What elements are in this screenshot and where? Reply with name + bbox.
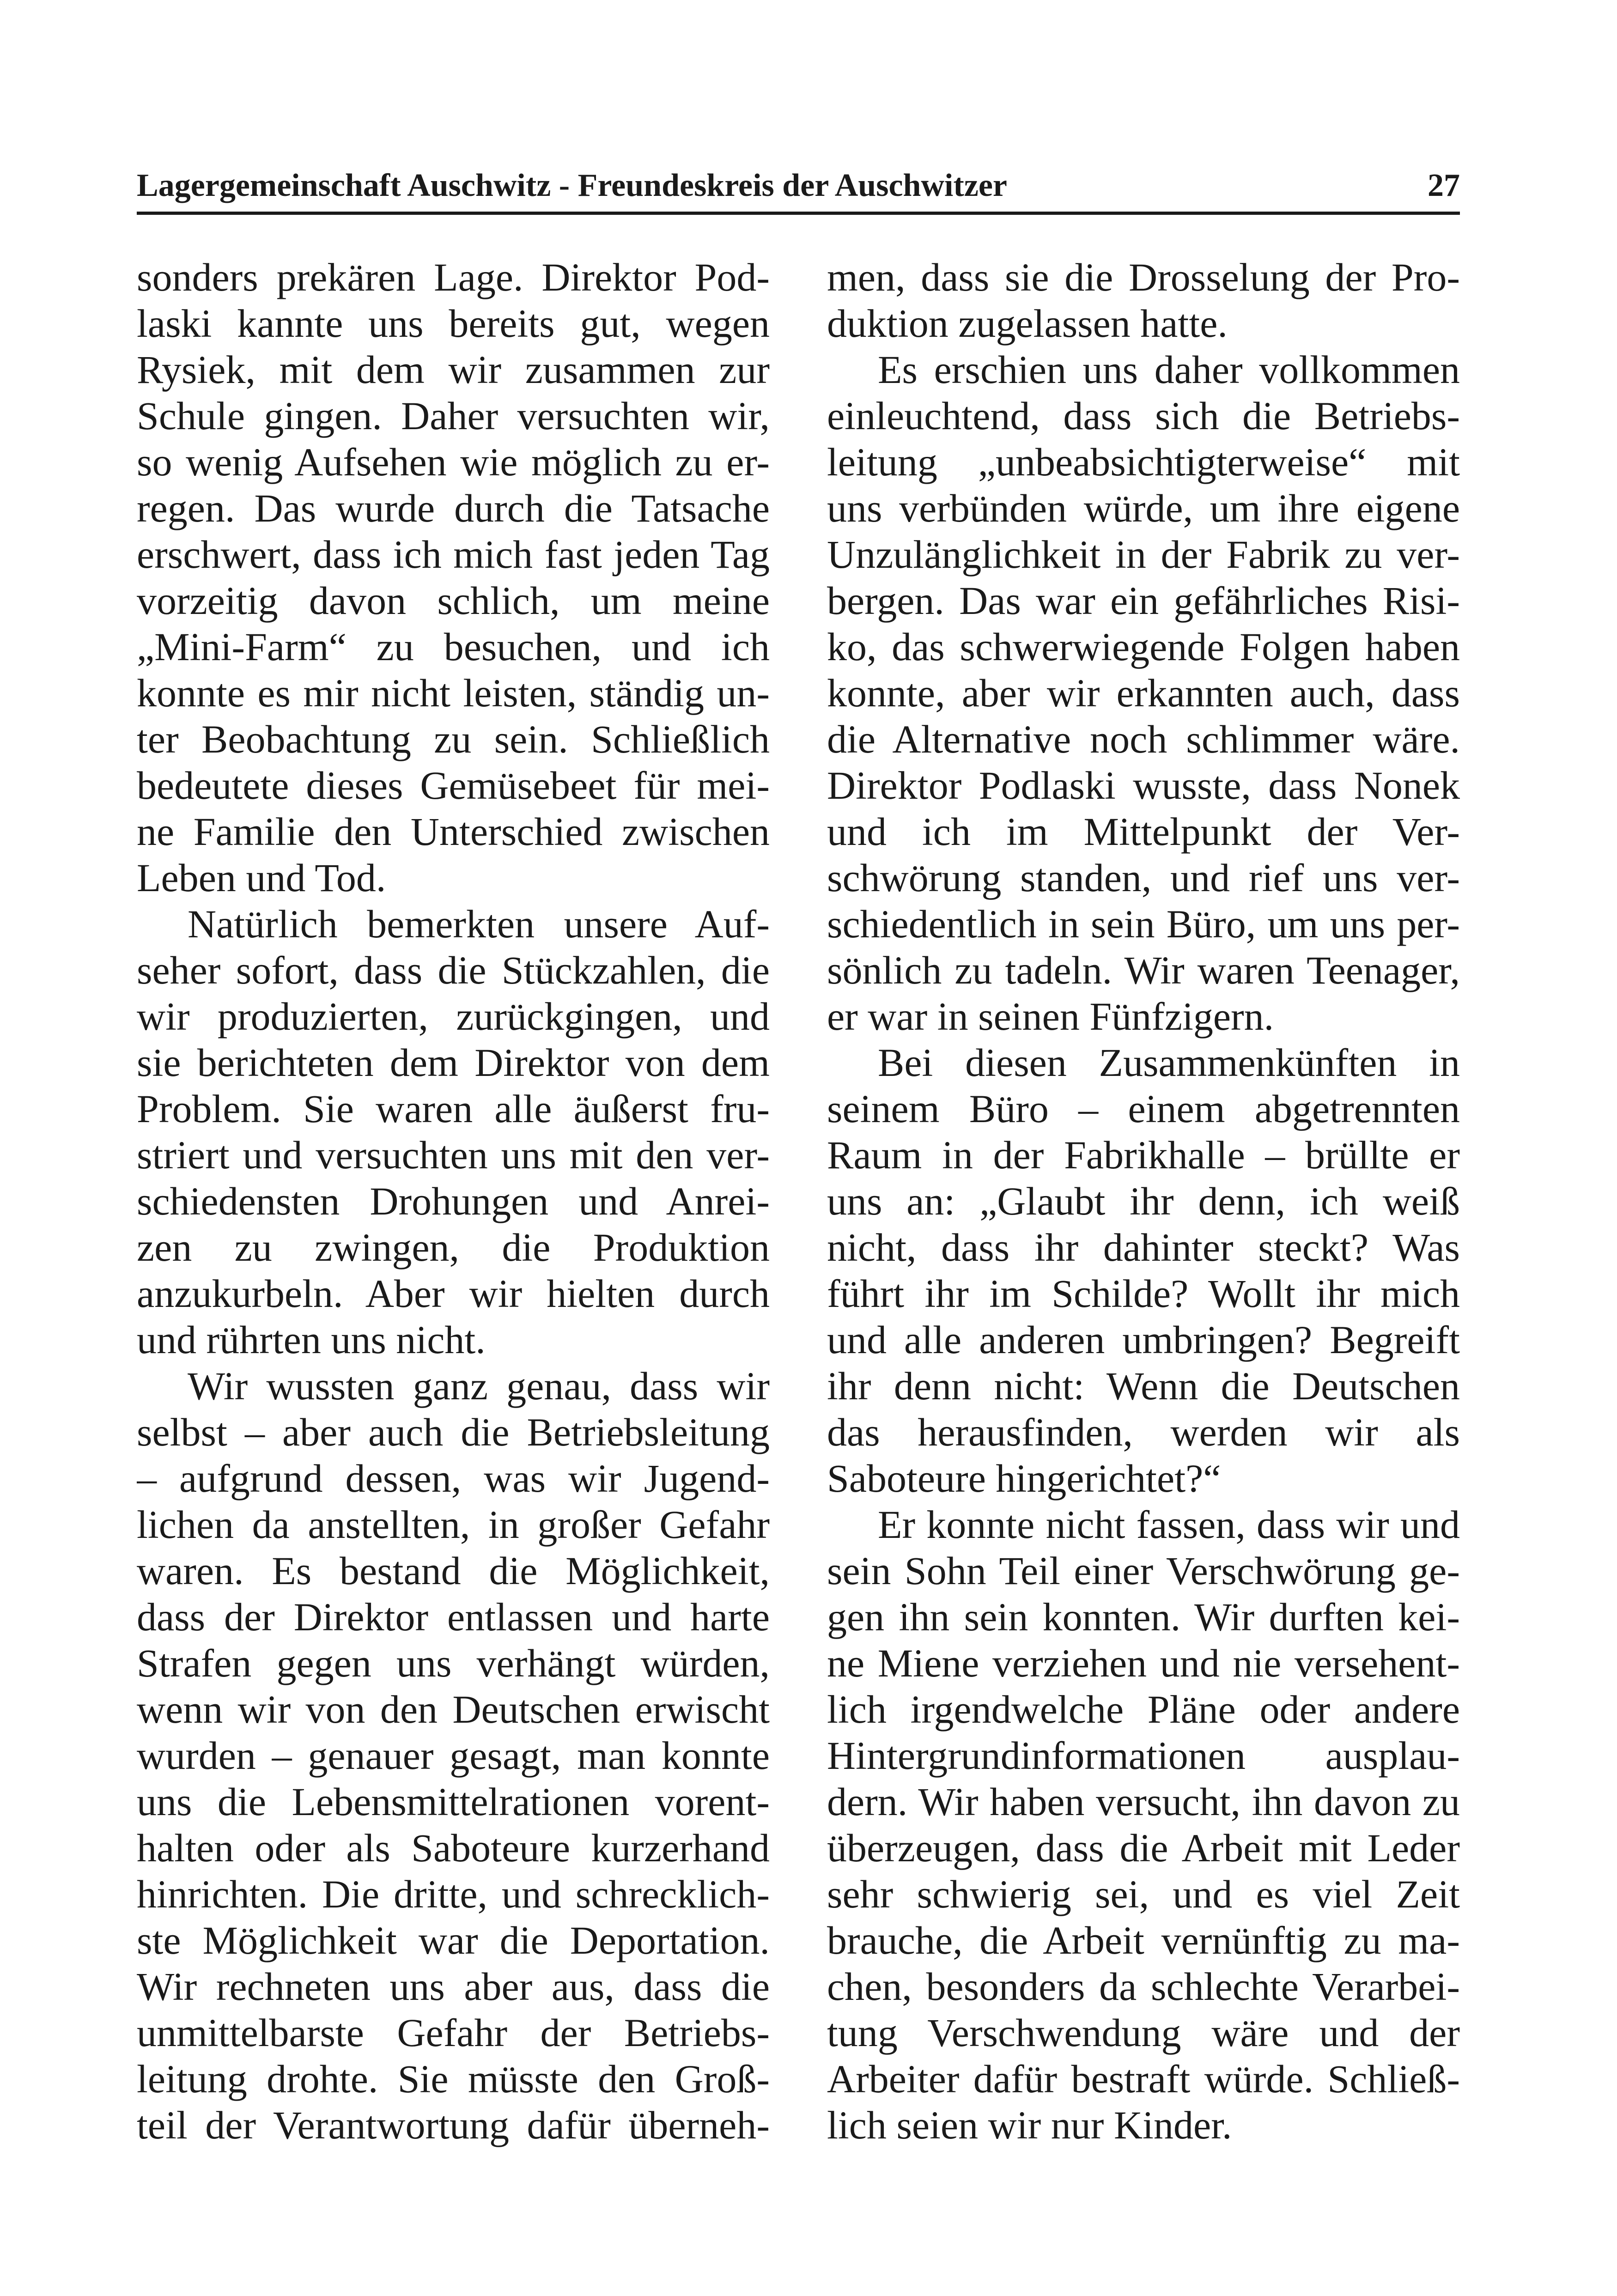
text-line: chen, besonders da schlechte Verarbei-	[827, 1964, 1460, 2009]
text-line: leitung drohte. Sie müsste den Groß-	[137, 2057, 770, 2101]
text-line: Strafen gegen uns verhängt würden,	[137, 1641, 770, 1685]
text-line: führt ihr im Schilde? Wollt ihr mich	[827, 1271, 1460, 1316]
text-line: uns an: „Glaubt ihr denn, ich weiß	[827, 1179, 1460, 1223]
text-line: und alle anderen umbringen? Begreift	[827, 1318, 1460, 1362]
text-line: einleuchtend, dass sich die Betriebs-	[827, 394, 1460, 438]
text-line: schiedentlich in sein Büro, um uns per-	[827, 902, 1460, 946]
text-line: lich irgendwelche Pläne oder andere	[827, 1687, 1460, 1731]
text-line: Es erschien uns daher vollkommen	[878, 347, 1460, 392]
text-line: ste Möglichkeit war die Deportation.	[137, 1918, 770, 1962]
text-line: halten oder als Saboteure kurzerhand	[137, 1826, 770, 1870]
text-line: selbst – aber auch die Betriebsleitung	[137, 1410, 770, 1454]
text-line: waren. Es bestand die Möglichkeit,	[137, 1549, 770, 1593]
text-line: er war in seinen Fünfzigern.	[827, 994, 1274, 1039]
right-column	[827, 254, 1460, 2176]
text-line: unmittelbarste Gefahr der Betriebs-	[137, 2011, 770, 2055]
text-line: sönlich zu tadeln. Wir waren Teenager,	[827, 948, 1460, 992]
text-line: konnte es mir nicht leisten, ständig un-	[137, 671, 770, 715]
text-line: Direktor Podlaski wusste, dass Nonek	[827, 763, 1460, 808]
text-line: Rysiek, mit dem wir zusammen zur	[137, 347, 770, 392]
text-line: so wenig Aufsehen wie möglich zu er-	[137, 440, 770, 484]
text-line: ter Beobachtung zu sein. Schließlich	[137, 717, 770, 761]
text-line: seher sofort, dass die Stückzahlen, die	[137, 948, 770, 992]
text-line: sein Sohn Teil einer Verschwörung ge-	[827, 1549, 1460, 1593]
text-line: konnte, aber wir erkannten auch, dass	[827, 671, 1460, 715]
text-line: schwörung standen, und rief uns ver-	[827, 856, 1460, 900]
text-line: Bei diesen Zusammenkünften in	[878, 1040, 1460, 1085]
text-line: brauche, die Arbeit vernünftig zu ma-	[827, 1918, 1460, 1962]
text-line: ko, das schwerwiegende Folgen haben	[827, 625, 1460, 669]
text-line: tung Verschwendung wäre und der	[827, 2011, 1460, 2055]
text-line: sie berichteten dem Direktor von dem	[137, 1040, 770, 1085]
text-line: Hintergrundinformationen ausplau-	[827, 1733, 1460, 1778]
text-line: und ich im Mittelpunkt der Ver-	[827, 809, 1460, 854]
page-number: 27	[1428, 168, 1460, 203]
text-line: dern. Wir haben versucht, ihn davon zu	[827, 1780, 1460, 1824]
text-line: Wir wussten ganz genau, dass wir	[188, 1364, 770, 1408]
text-line: uns verbünden würde, um ihre eigene	[827, 486, 1460, 530]
text-line: „Mini-Farm“ zu besuchen, und ich	[137, 625, 770, 669]
header-rule	[137, 212, 1460, 215]
text-line: Unzulänglichkeit in der Fabrik zu ver-	[827, 532, 1460, 577]
text-line: – aufgrund dessen, was wir Jugend-	[137, 1456, 770, 1500]
text-line: bedeutete dieses Gemüsebeet für mei-	[137, 763, 770, 808]
text-line: anzukurbeln. Aber wir hielten durch	[137, 1271, 770, 1316]
text-line: wenn wir von den Deutschen erwischt	[137, 1687, 770, 1731]
text-line: bergen. Das war ein gefährliches Risi-	[827, 578, 1460, 623]
text-line: ne Miene verziehen und nie versehent-	[827, 1641, 1460, 1685]
text-line: teil der Verantwortung dafür überneh-	[137, 2103, 770, 2147]
text-line: hinrichten. Die dritte, und schrecklich-	[137, 1872, 770, 1916]
text-line: sehr schwierig sei, und es viel Zeit	[827, 1872, 1460, 1916]
text-line: erschwert, dass ich mich fast jeden Tag	[137, 532, 770, 577]
text-line: duktion zugelassen hatte.	[827, 301, 1228, 346]
text-line: Schule gingen. Daher versuchten wir,	[137, 394, 770, 438]
text-line: wir produzierten, zurückgingen, und	[137, 994, 770, 1039]
text-line: sonders prekären Lage. Direktor Pod-	[137, 255, 770, 299]
text-line: lich seien wir nur Kinder.	[827, 2103, 1232, 2147]
text-line: die Alternative noch schlimmer wäre.	[827, 717, 1460, 761]
text-line: lichen da anstellten, in großer Gefahr	[137, 1502, 770, 1547]
text-line: das herausfinden, werden wir als	[827, 1410, 1460, 1454]
text-line: laski kannte uns bereits gut, wegen	[137, 301, 770, 346]
text-line: seinem Büro – einem abgetrennten	[827, 1087, 1460, 1131]
text-line: Problem. Sie waren alle äußerst fru-	[137, 1087, 770, 1131]
text-line: dass der Direktor entlassen und harte	[137, 1595, 770, 1639]
header-title: Lagergemeinschaft Auschwitz - Freundeskreis der Auschwitzer	[137, 168, 1007, 203]
text-line: leitung „unbeabsichtigterweise“ mit	[827, 440, 1460, 484]
text-line: Leben und Tod.	[137, 856, 386, 900]
text-line: uns die Lebensmittelrationen vorent-	[137, 1780, 770, 1824]
text-line: überzeugen, dass die Arbeit mit Leder	[827, 1826, 1460, 1870]
text-line: Raum in der Fabrikhalle – brüllte er	[827, 1133, 1460, 1177]
text-line: regen. Das wurde durch die Tatsache	[137, 486, 770, 530]
text-line: gen ihn sein konnten. Wir durften kei-	[827, 1595, 1460, 1639]
text-line: ihr denn nicht: Wenn die Deutschen	[827, 1364, 1460, 1408]
running-header	[137, 163, 1460, 209]
text-line: Saboteure hingerichtet?“	[827, 1456, 1221, 1500]
text-line: men, dass sie die Drosselung der Pro-	[827, 255, 1460, 299]
text-line: Natürlich bemerkten unsere Auf-	[188, 902, 770, 946]
text-line: ne Familie den Unterschied zwischen	[137, 809, 770, 854]
text-line: schiedensten Drohungen und Anrei-	[137, 1179, 770, 1223]
text-line: Wir rechneten uns aber aus, dass die	[137, 1964, 770, 2009]
text-line: zen zu zwingen, die Produktion	[137, 1225, 770, 1269]
text-line: und rührten uns nicht.	[137, 1318, 486, 1362]
text-line: wurden – genauer gesagt, man konnte	[137, 1733, 770, 1778]
text-line: Er konnte nicht fassen, dass wir und	[878, 1502, 1460, 1547]
text-line: vorzeitig davon schlich, um meine	[137, 578, 770, 623]
text-line: nicht, dass ihr dahinter steckt? Was	[827, 1225, 1460, 1269]
text-line: Arbeiter dafür bestraft würde. Schließ-	[827, 2057, 1460, 2101]
text-line: striert und versuchten uns mit den ver-	[137, 1133, 770, 1177]
left-column	[137, 254, 770, 2176]
